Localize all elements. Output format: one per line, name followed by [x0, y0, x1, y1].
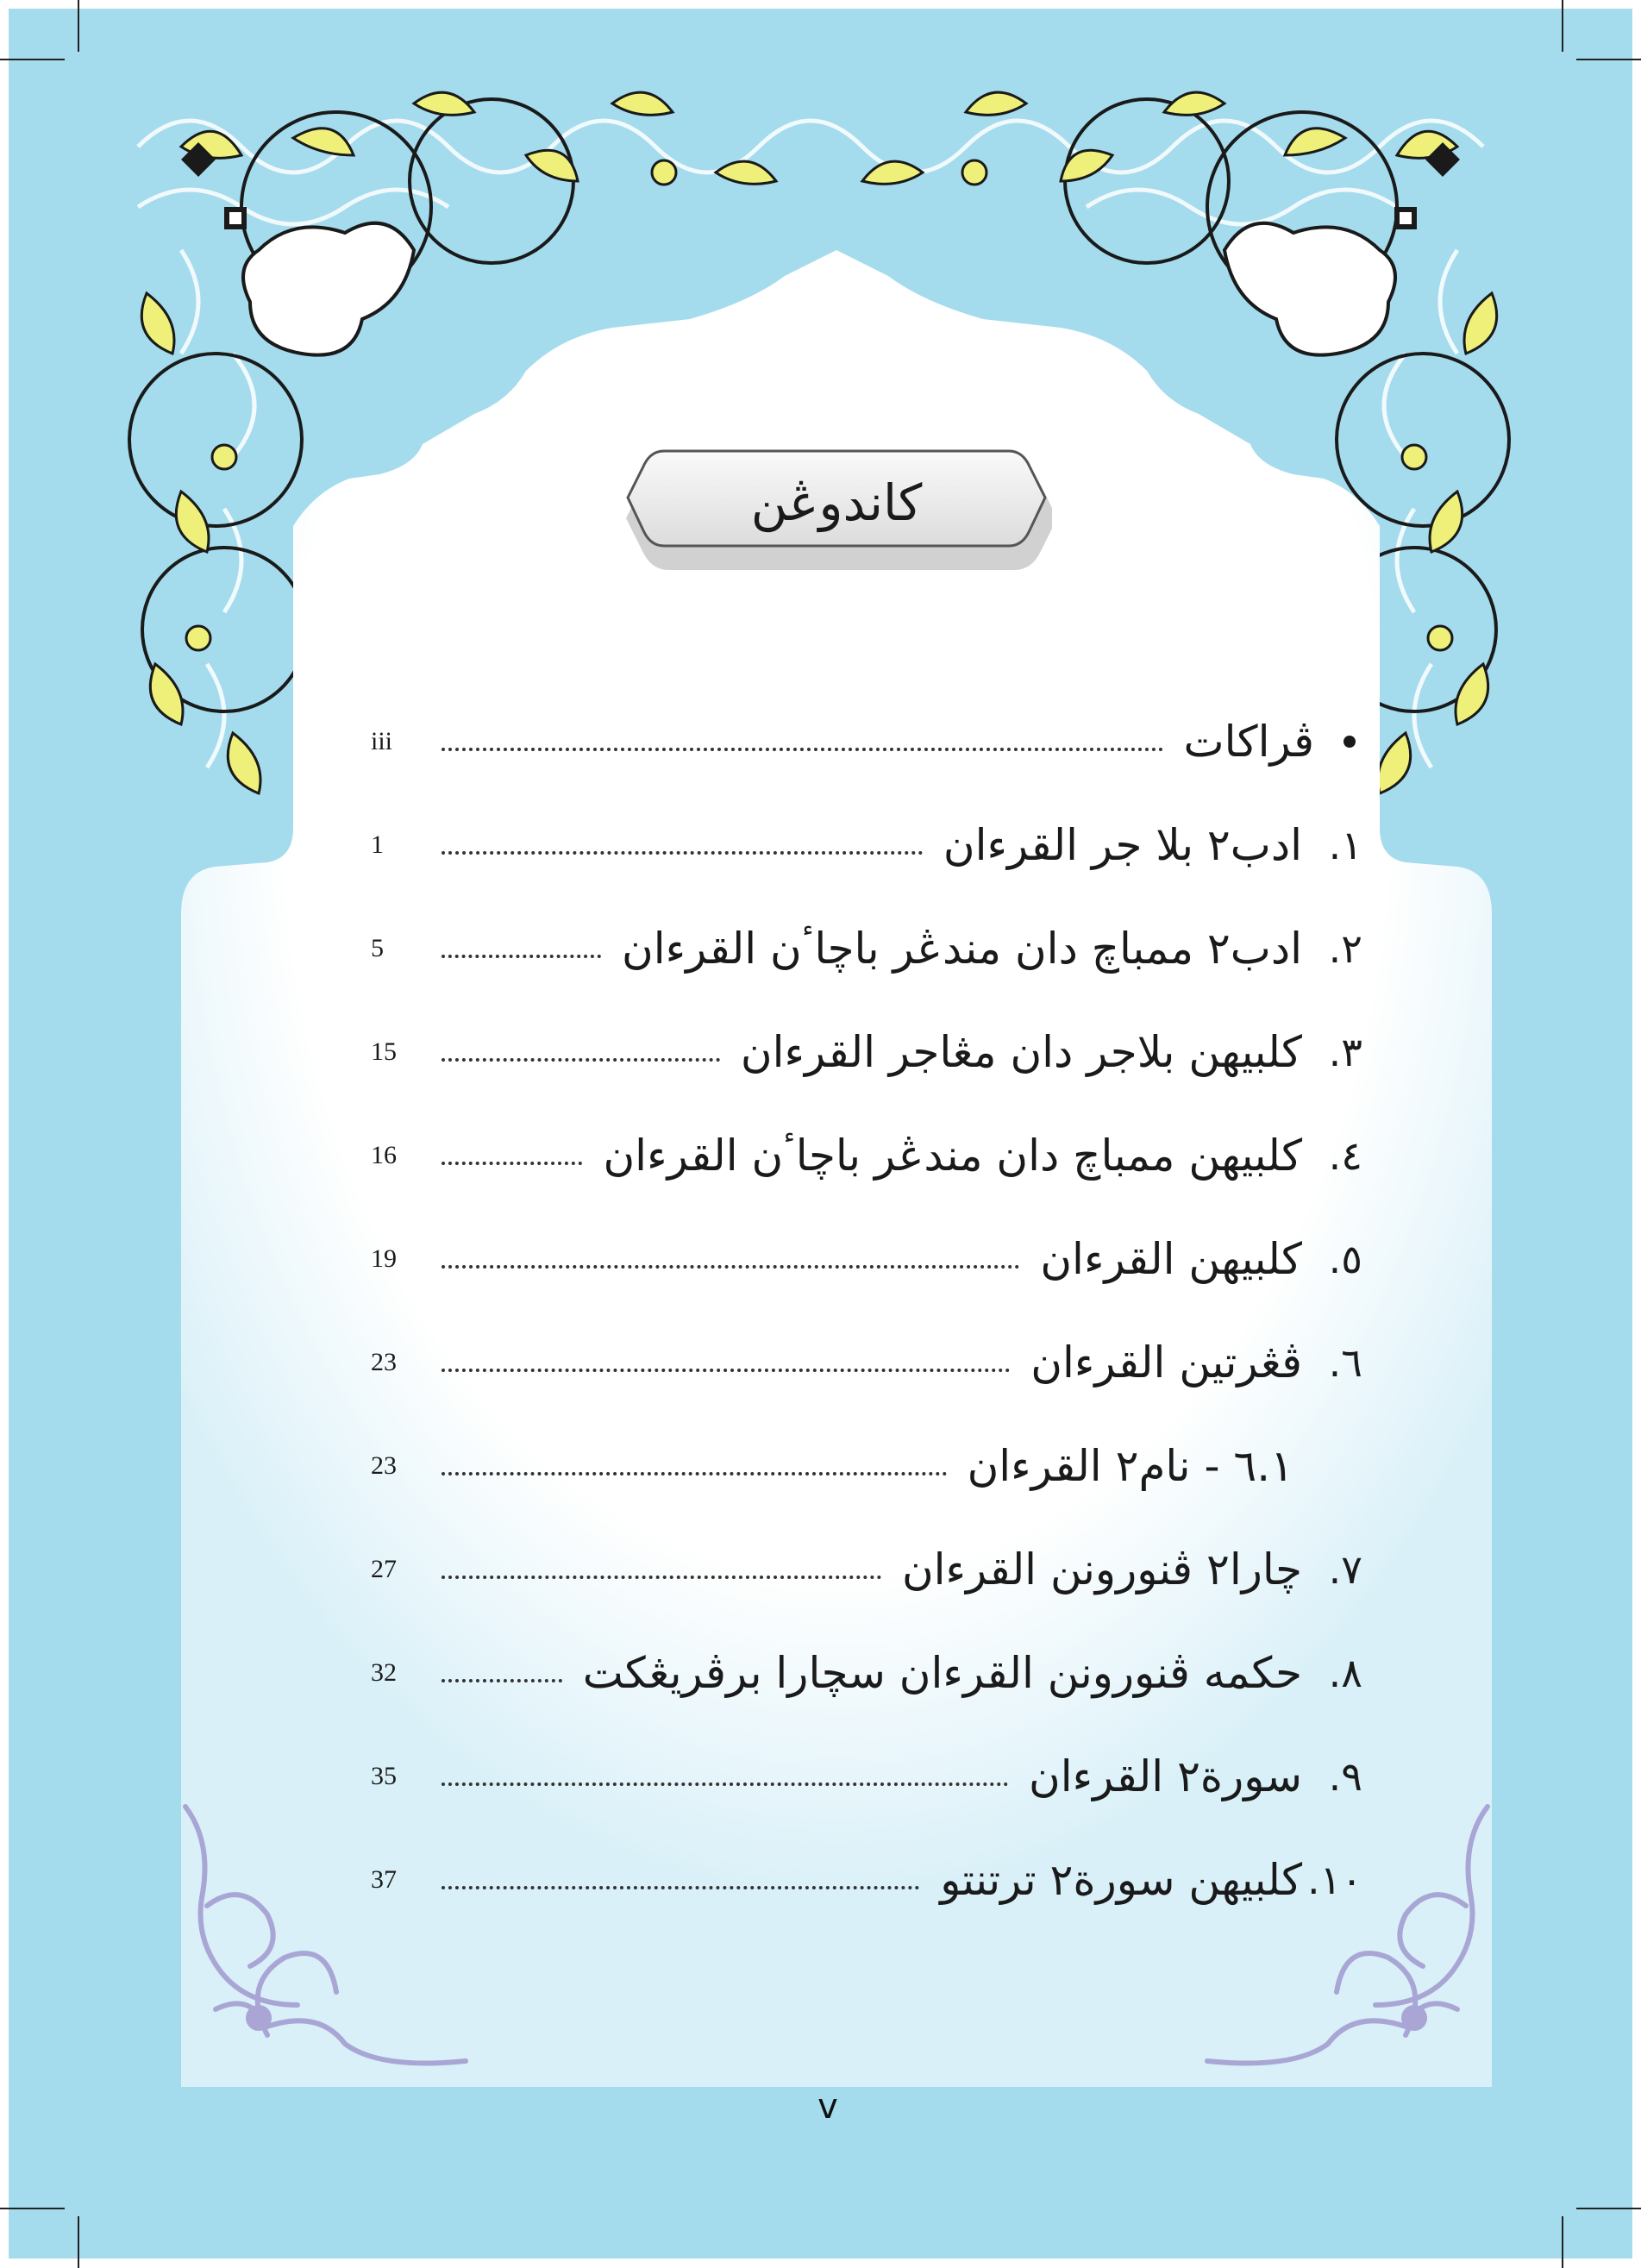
toc-row[interactable]	[371, 1311, 1362, 1414]
toc-row-sub[interactable]	[371, 1414, 1362, 1518]
toc-number: ٦.	[1328, 1339, 1362, 1386]
toc-number: ٢.	[1328, 925, 1362, 972]
title-cartouche	[621, 444, 1052, 582]
toc-row[interactable]	[371, 1621, 1362, 1725]
leader-dots	[442, 748, 1163, 751]
leader-dots	[442, 1679, 562, 1682]
page-title: كاندوڠن	[750, 473, 923, 532]
page-number: v	[817, 2087, 838, 2127]
crop-mark	[1562, 0, 1563, 52]
crop-mark	[78, 2216, 79, 2268]
toc-page: 15	[371, 1037, 397, 1066]
toc-page: 23	[371, 1348, 397, 1376]
crop-mark	[78, 0, 79, 52]
crop-mark	[1562, 2216, 1563, 2268]
leader-dots	[442, 1886, 919, 1889]
toc-number: ٥.	[1328, 1236, 1362, 1282]
toc-page: 37	[371, 1865, 397, 1894]
page	[9, 9, 1632, 2259]
toc-label: ادب٢ ممباچ دان مندڠر باچاٴن القرءان	[622, 924, 1302, 974]
toc-number: ٧.	[1328, 1546, 1362, 1593]
toc-number: ٩.	[1328, 1753, 1362, 1800]
toc-page: 23	[371, 1451, 397, 1480]
toc-page: 27	[371, 1555, 397, 1583]
toc-label: كلبيهن سورة٢ ترتنتو	[940, 1855, 1302, 1905]
toc-number: ٨.	[1328, 1650, 1362, 1696]
toc-page: 1	[371, 830, 384, 859]
toc-label: كلبيهن ممباچ دان مندڠر باچاٴن القرءان	[603, 1131, 1302, 1181]
toc-label: كلبيهن بلاجر دان مڠاجر القرءان	[740, 1027, 1302, 1077]
toc-page: 5	[371, 934, 384, 962]
toc-number: ٣.	[1328, 1029, 1362, 1075]
toc-number: ١.	[1328, 822, 1362, 868]
toc-number: ٤.	[1328, 1132, 1362, 1179]
toc-label: ٦.١ - نام٢ القرءان	[967, 1441, 1293, 1491]
leader-dots	[442, 1782, 1008, 1786]
toc-label: حكمه ڤنورونن القرءان سچارا برڤريڠكت	[582, 1648, 1302, 1698]
toc-page: 19	[371, 1244, 397, 1273]
toc-label: ادب٢ بلا جر القرءان	[943, 820, 1302, 870]
leader-dots	[442, 1369, 1010, 1372]
toc-number: ١٠.	[1306, 1857, 1362, 1903]
toc-row[interactable]	[371, 1518, 1362, 1621]
toc-row[interactable]	[371, 1828, 1362, 1932]
toc-label: سورة٢ القرءان	[1029, 1751, 1302, 1801]
toc-label: چارا٢ ڤنورونن القرءان	[901, 1544, 1302, 1594]
toc-row[interactable]	[371, 1104, 1362, 1207]
toc-row[interactable]	[371, 897, 1362, 1000]
toc-row[interactable]	[371, 1207, 1362, 1311]
toc-page: 32	[371, 1658, 397, 1687]
leader-dots	[442, 1576, 881, 1579]
bullet-icon	[1343, 736, 1356, 748]
leader-dots	[442, 1472, 947, 1475]
crop-mark	[0, 59, 65, 60]
leader-dots	[442, 1265, 1019, 1269]
toc-page: 35	[371, 1762, 397, 1790]
crop-mark	[1576, 59, 1641, 60]
toc-row[interactable]	[371, 793, 1362, 897]
crop-mark	[1576, 2208, 1641, 2209]
leader-dots	[442, 1058, 720, 1062]
toc-row[interactable]	[371, 1725, 1362, 1828]
leader-dots	[442, 1162, 582, 1165]
toc-label: ڤراكات	[1183, 717, 1314, 767]
toc-label: ڤڠرتين القرءان	[1030, 1338, 1302, 1388]
toc-label: كلبيهن القرءان	[1040, 1234, 1302, 1284]
toc-row-preface[interactable]	[371, 690, 1362, 793]
table-of-contents	[371, 690, 1362, 1932]
toc-page: iii	[371, 727, 393, 755]
leader-dots	[442, 851, 923, 855]
leader-dots	[442, 955, 601, 958]
toc-row[interactable]	[371, 1000, 1362, 1104]
toc-page: 16	[371, 1141, 397, 1169]
crop-mark	[0, 2208, 65, 2209]
